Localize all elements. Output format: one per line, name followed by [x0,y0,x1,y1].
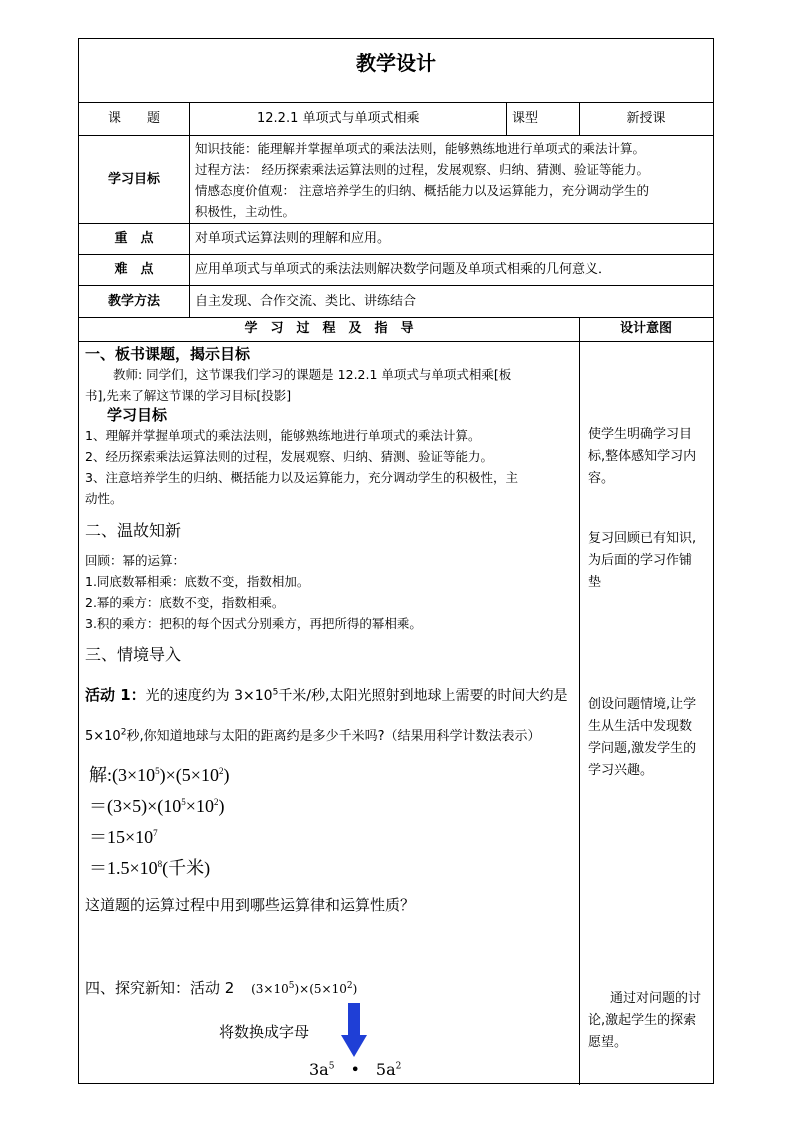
intent-text: 论,激起学生的探索 [588,1013,697,1028]
type-value: 新授课 [626,111,666,126]
review-intro: 回顾：幂的运算： [85,553,186,568]
exponent: 2 [395,1061,402,1072]
section-4-heading [85,977,357,1000]
goal-item: 3、注意培养学生的归纳、概括能力以及运算能力，充分调动学生的积极性，主 [85,470,518,485]
col-rule [579,317,580,1085]
method-label: 教学方法 [107,294,160,309]
goal-item: 2、经历探索乘法运算法则的过程，发展观察、归纳、猜测、验证等能力。 [85,449,493,464]
intent-text: 使学生明确学习目 [588,427,693,442]
process-header: 学 习 过 程 及 指 导 [244,321,414,336]
section-1-para: 教师: 同学们，这节课我们学习的课题是 12.2.1 单项式与单项式相乘[板 [113,367,512,382]
intent-text: 通过对问题的讨 [610,991,702,1006]
solution-line-1 [89,763,229,787]
section-1-para: 书],先来了解这节课的学习目标[投影] [85,388,292,403]
exponent: 2 [346,981,353,991]
exponent: 8 [157,859,163,869]
section-1-subheading: 学习目标 [107,406,168,424]
math-text: ＝(3×5)×(10 [89,796,182,816]
intent-text: 学问题,激发学生的 [588,741,697,756]
activity-1-line2 [85,727,541,747]
solution-line-3 [89,825,158,849]
monomial: 3a [309,1060,329,1079]
activity-1-text: 千米/秒,太阳光照射到地球上需要的时间大约是 [278,688,568,704]
math-text: ) [218,796,225,816]
section-1-heading: 一、板书课题，揭示目标 [85,345,251,363]
topic-value: 12.2.1 单项式与单项式相乘 [257,111,420,126]
activity-2-expression [251,982,357,996]
intent-text: 为后面的学习作铺 [588,553,693,568]
intent-text: 垫 [588,575,602,590]
topic-label: 课 题 [107,111,160,126]
intent-text: 生从生活中发现数 [588,719,693,734]
goal-item: 动性。 [85,491,123,506]
math-text: (3×10 [251,982,289,996]
activity-question: 这道题的运算过程中用到哪些运算律和运算性质？ [85,896,416,914]
exponent: 5 [328,1061,335,1072]
activity-1-text: 5×10 [85,729,121,744]
key-label: 重 点 [114,231,154,246]
page-title: 教学设计 [356,51,436,75]
section-4-title: 四、探究新知：活动 2 [85,979,235,997]
arrow-shaft [348,1003,360,1037]
method-value: 自主发现、合作交流、类比、讲练结合 [195,294,417,309]
math-text: ) [223,765,230,785]
monomial: 5a [375,1060,396,1079]
intent-text: 容。 [588,471,615,486]
exponent: 2 [213,797,219,807]
exponent: 2 [120,727,127,738]
monomial-product [309,1059,401,1081]
rule [79,102,713,103]
difficulty-label: 难 点 [114,262,154,277]
exponent: 5 [272,687,279,698]
arrow-head [341,1035,367,1057]
rule [79,285,713,286]
multiply-dot: • [350,1060,360,1079]
rule [79,341,713,342]
goal-item: 1、理解并掌握单项式的乘法法则，能够熟练地进行单项式的乘法计算。 [85,428,481,443]
math-text: ＝1.5×10 [89,858,158,878]
math-text: )×(5×10 [294,982,347,996]
exponent: 2 [218,766,224,776]
review-rule: 3.积的乘方：把积的每个因式分别乘方，再把所得的幂相乘。 [85,616,422,631]
key-value: 对单项式运算法则的理解和应用。 [195,231,391,246]
math-text: ×10 [185,796,214,816]
solution-line-2 [89,794,224,818]
section-3-heading: 三、情境导入 [85,645,182,664]
replace-caption: 将数换成字母 [219,1023,310,1041]
exponent: 5 [155,766,160,776]
intent-text: 创设问题情境,让学 [588,697,697,712]
activity-1-text: 秒,你知道地球与太阳的距离约是多少千米吗?（结果用科学计数法表示） [126,729,541,744]
review-rule: 1.同底数幂相乘：底数不变，指数相加。 [85,574,310,589]
activity-1-text: 光的速度约为 3×10 [145,688,273,704]
intent-text: 学习兴趣。 [588,763,654,778]
math-text: ＝15×10 [89,827,154,847]
solution-line-4 [89,856,210,880]
math-text: ) [352,982,358,996]
difficulty-value: 应用单项式与单项式的乘法法则解决数学问题及单项式相乘的几何意义． [195,262,612,277]
goal-attitude-cont: 积极性，主动性。 [195,204,296,219]
exponent: 5 [181,797,186,807]
goal-knowledge: 知识技能：能理解并掌握单项式的乘法法则，能够熟练地进行单项式的乘法计算。 [195,141,646,156]
rule [79,254,713,255]
activity-1 [85,685,567,706]
lesson-plan-table [78,38,714,1084]
math-text: )×(5×10 [159,765,219,785]
math-text: (千米) [162,858,211,878]
intent-text: 愿望。 [588,1035,628,1050]
arrow-down-icon [341,1003,367,1057]
rule [79,135,713,136]
section-2-heading: 二、温故知新 [85,521,182,540]
goal-attitude: 情感态度价值观： 注意培养学生的归纳、概括能力以及运算能力，充分调动学生的 [195,183,649,198]
exponent: 7 [153,828,158,838]
math-text: 解:(3×10 [89,765,156,785]
exponent: 5 [288,981,295,991]
intent-text: 复习回顾已有知识, [588,531,697,546]
rule [79,317,713,318]
col-rule [189,102,190,317]
goal-process: 过程方法： 经历探索乘法运算法则的过程，发展观察、归纳、猜测、验证等能力。 [195,162,649,177]
rule [79,223,713,224]
goals-label: 学习目标 [107,172,160,187]
activity-1-label: 活动 1： [85,686,146,704]
intent-header: 设计意图 [619,321,672,336]
review-rule: 2.幂的乘方：底数不变，指数相乘。 [85,595,285,610]
type-label: 课型 [512,111,539,126]
intent-text: 标,整体感知学习内 [588,449,697,464]
col-rule [506,102,507,135]
